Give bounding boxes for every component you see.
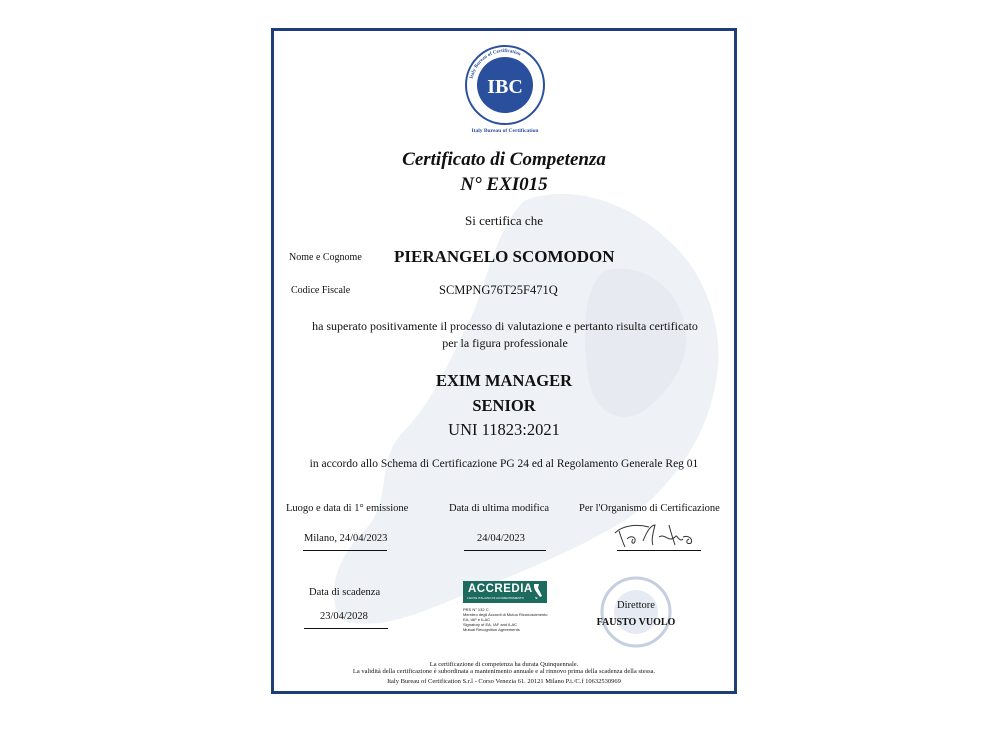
italy-map-icon	[531, 583, 543, 600]
role-title: EXIM MANAGER	[435, 371, 573, 390]
footer-validity: La certificazione di competenza ha durata Quinquennale.	[429, 661, 579, 668]
description-line-2: per la figura professionale	[442, 336, 568, 350]
accredia-line-4: Signatory of EA, IAF and ILAC	[463, 622, 518, 627]
logo-ring-text: Italy Bureau of Certification	[469, 48, 522, 80]
expiry-underline	[304, 628, 388, 629]
fiscal-code-value: SCMPNG76T25F471Q	[439, 283, 558, 297]
issue-date-underline	[303, 550, 387, 551]
accredia-details	[463, 607, 573, 632]
issue-date-label: Luogo e data di 1° emissione	[286, 503, 409, 514]
description	[282, 318, 728, 352]
issue-date-value: Milano, 24/04/2023	[304, 533, 388, 544]
modified-date-underline	[464, 550, 546, 551]
accredia-logo	[463, 581, 547, 603]
intro-text: Si certifica che	[465, 213, 543, 228]
accredia-name: ACCREDIA	[468, 583, 533, 595]
signature-underline	[617, 550, 701, 551]
certificate-title: Certificato di Competenza	[402, 149, 606, 170]
modified-date-value: 24/04/2023	[477, 533, 525, 544]
organisation-label: Per l'Organismo di Certificazione	[579, 503, 720, 514]
certificate-number: N° EXI015	[460, 174, 548, 195]
fiscal-code-label: Codice Fiscale	[291, 285, 351, 296]
certificate-sheet	[271, 28, 737, 694]
role-level: SENIOR	[472, 396, 536, 415]
scheme-text: in accordo allo Schema di Certificazione PG 24 ed al Regolamento Generale Reg 01	[309, 458, 699, 470]
accredia-line-2: Membro degli Accordi di Mutuo Riconoscimento	[463, 612, 548, 617]
accredia-subtitle: L'ENTE ITALIANO DI ACCREDITAMENTO	[467, 596, 524, 600]
director-name: FAUSTO VUOLO	[596, 617, 676, 628]
accredia-line-3: EA, IAF e ILAC	[463, 617, 491, 622]
director-role: Direttore	[617, 600, 655, 611]
ibc-logo	[464, 41, 546, 133]
accredia-prs: PRS N° 132 C	[463, 607, 489, 612]
modified-date-label: Data di ultima modifica	[449, 503, 550, 514]
logo-initials: IBC	[487, 76, 523, 98]
name-label: Nome e Cognome	[289, 252, 362, 263]
logo-caption: Italy Bureau of Certification	[471, 128, 539, 133]
description-line-1: ha superato positivamente il processo di valutazione e pertanto risulta certificato	[312, 319, 698, 333]
signature	[609, 519, 705, 551]
expiry-label: Data di scadenza	[309, 587, 381, 598]
accredia-line-5: Mutual Recognition Agreements	[463, 627, 520, 632]
footer-company: Italy Bureau of Certification S.r.l - Corso Venezia 61. 20121 Milano P.i./C.f 10632530969	[387, 678, 621, 685]
footer-renewal: La validità della certificazione è subordinata a mantenimento annuale e al rinnovo prima della scadenza della stessa.	[352, 668, 656, 675]
expiry-value: 23/04/2028	[320, 611, 368, 622]
holder-name: PIERANGELO SCOMODON	[394, 247, 615, 266]
norm-reference: UNI 11823:2021	[448, 420, 560, 439]
ibc-stamp-seal	[599, 575, 673, 649]
